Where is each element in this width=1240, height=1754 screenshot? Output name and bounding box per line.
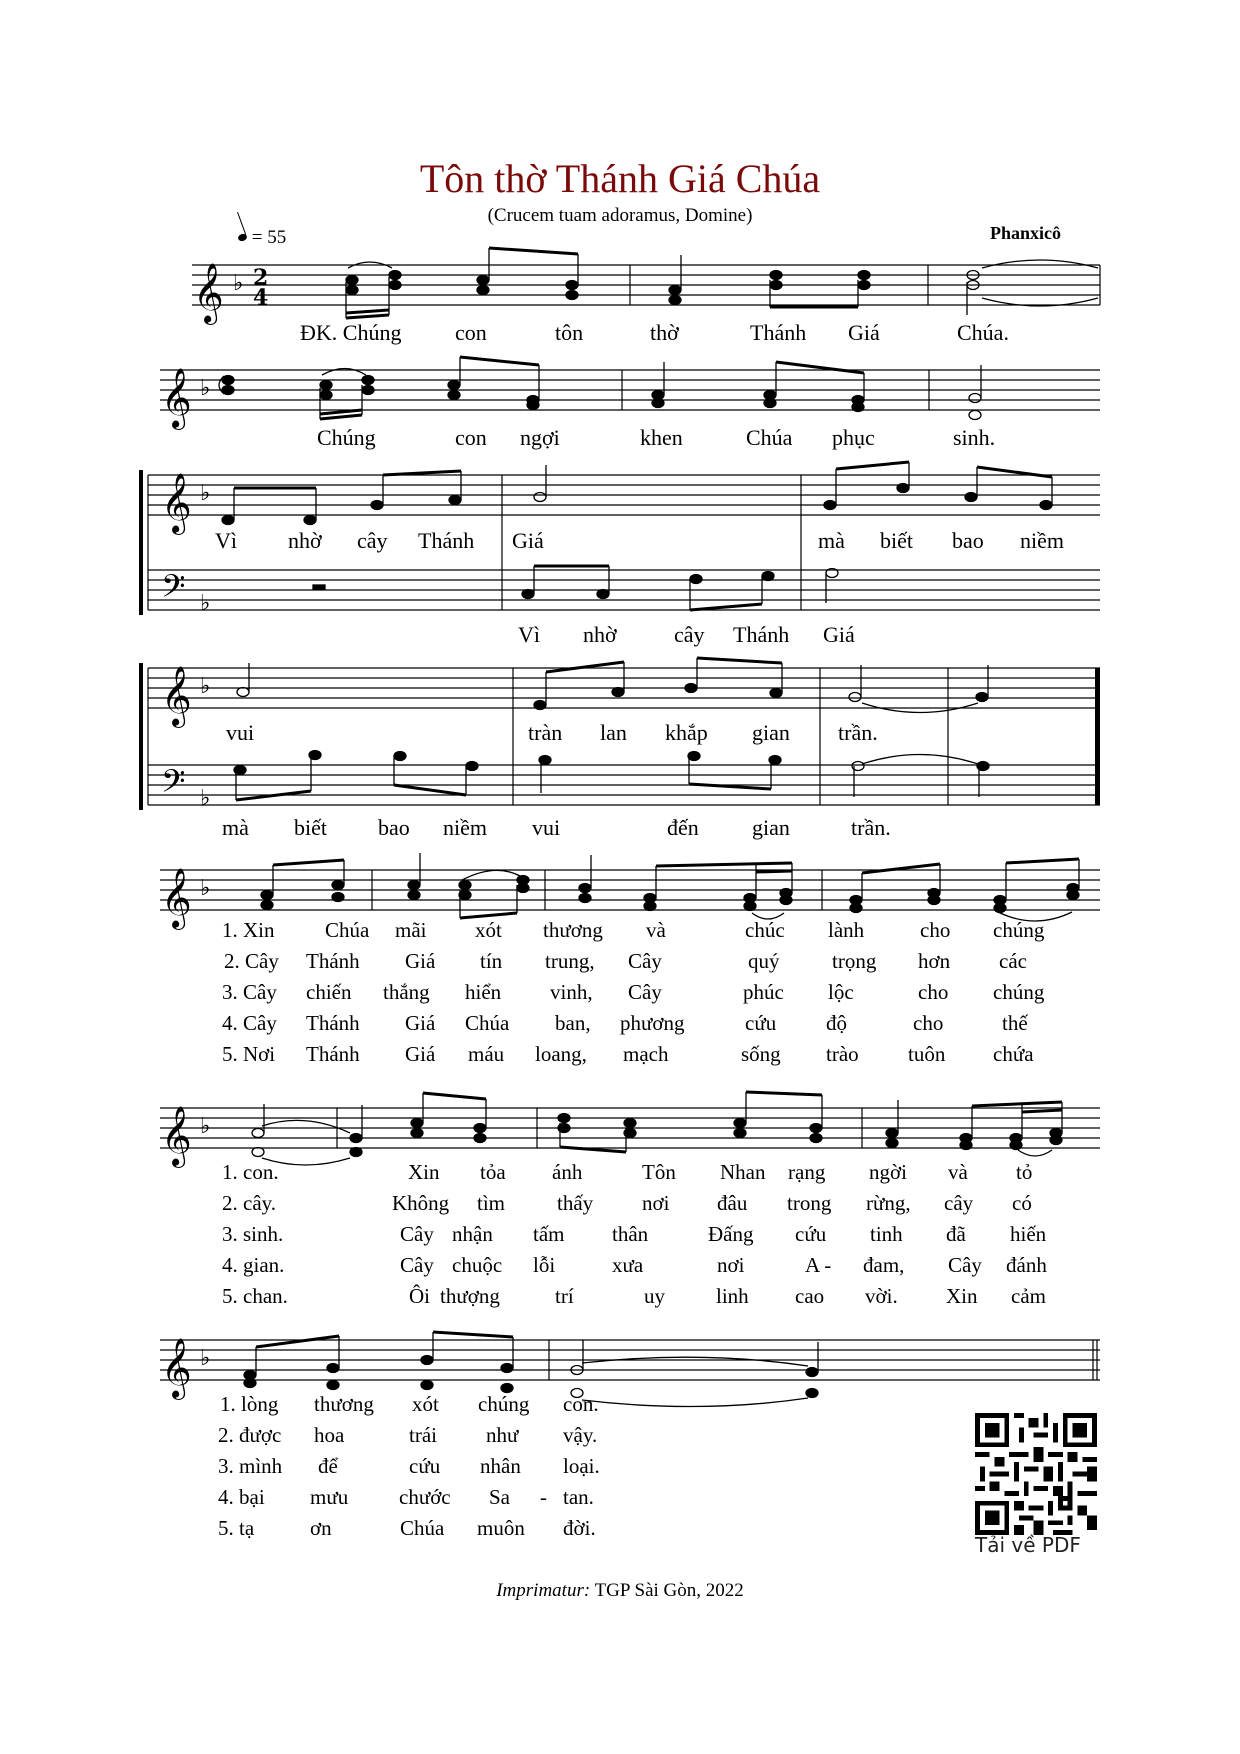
lyric: thấy [557, 1191, 594, 1215]
lyric: tín [480, 949, 503, 973]
lyric: Giá [848, 320, 880, 345]
staff-1 [192, 265, 1100, 305]
lyric: lỗi [533, 1253, 556, 1277]
lyric: 3. sinh. [222, 1222, 284, 1246]
lyric: Chúa [746, 425, 793, 450]
lyric: Xin [408, 1160, 440, 1184]
lyric: Thánh [306, 949, 360, 973]
lyric: niềm [443, 815, 487, 840]
svg-text:𝄞: 𝄞 [161, 368, 192, 428]
lyric: chiến [306, 980, 352, 1004]
verse-row-4 [0, 1253, 1240, 1279]
lyric: ngời [869, 1160, 907, 1184]
lyric: chúc [745, 918, 785, 942]
lyric: Cây [948, 1253, 982, 1277]
lyric: phục [832, 425, 875, 450]
lyric: đánh [1006, 1253, 1047, 1277]
lyric: gian [752, 720, 790, 745]
lyric: Cây [400, 1253, 434, 1277]
lyric: Giá [405, 949, 436, 973]
lyric: cây [357, 528, 388, 553]
lyric: loang, [535, 1042, 587, 1066]
lyric: vinh, [550, 980, 593, 1004]
lyric: 3. Cây [222, 980, 277, 1004]
svg-text:4: 4 [253, 285, 269, 311]
lyric: rừng, [866, 1191, 911, 1215]
lyric: chứa [993, 1042, 1034, 1066]
lyric: xót [475, 918, 502, 942]
lyric: sống [741, 1042, 781, 1066]
lyric: trong [787, 1191, 832, 1215]
lyric: mạch [623, 1042, 669, 1066]
lyric: cảm [1011, 1284, 1046, 1308]
lyric: vui [532, 815, 561, 840]
svg-text:𝄞: 𝄞 [161, 868, 192, 928]
lyric: 5. Nơi [222, 1042, 276, 1066]
lyric: cao [795, 1284, 825, 1308]
lyric: 2. cây. [222, 1191, 277, 1215]
lyric: cứu [745, 1011, 777, 1035]
lyric: Giá [823, 622, 855, 647]
lyric: bao [378, 815, 410, 840]
lyric: ban, [555, 1011, 591, 1035]
lyric: 3. mình [218, 1454, 283, 1478]
lyric: đời. [563, 1516, 596, 1540]
lyric: cứu [409, 1454, 441, 1478]
lyric: ngợi [520, 425, 560, 450]
svg-text:𝄢: 𝄢 [161, 568, 186, 612]
lyric: Tôn [642, 1160, 676, 1184]
svg-text:𝄞: 𝄞 [161, 473, 192, 533]
lyric: khen [640, 425, 683, 450]
lyric: tràn [528, 720, 563, 745]
page-title: Tôn thờ Thánh Giá Chúa [419, 156, 821, 201]
verse-row-3 [0, 1222, 1240, 1248]
lyric: Ôi [409, 1284, 430, 1308]
imprimatur-label: Imprimatur: [496, 1580, 591, 1601]
lyric: lộc [828, 980, 854, 1004]
lyric: nhận [452, 1222, 493, 1246]
lyric: nhờ [583, 622, 617, 647]
lyric: gian [752, 815, 790, 840]
lyric: tỏ [1016, 1160, 1033, 1184]
lyric: có [1012, 1191, 1032, 1215]
lyric: Giá [512, 528, 544, 553]
lyric: Giá [405, 1042, 436, 1066]
lyric: Chúa. [957, 320, 1009, 345]
lyric: 1. Xin [222, 918, 275, 942]
lyric: cho [913, 1011, 944, 1035]
lyric: Thánh [306, 1011, 360, 1035]
lyric: đâu [717, 1191, 748, 1215]
lyric: Nhan [720, 1160, 766, 1184]
svg-text:𝄞: 𝄞 [161, 1338, 192, 1398]
lyric: bao [952, 528, 984, 553]
lyric: 5. chan. [222, 1284, 288, 1308]
lyric: 4. bại [218, 1485, 265, 1509]
imprimatur-text: TGP Sài Gòn, 2022 [590, 1580, 744, 1601]
lyric: con. [563, 1392, 599, 1416]
lyric: A - [805, 1253, 832, 1277]
lyric: thượng [440, 1284, 500, 1308]
lyric: Chúa [465, 1011, 510, 1035]
lyric: tìm [477, 1191, 506, 1215]
lyric: chúng [478, 1392, 530, 1416]
lyric: trào [826, 1042, 859, 1066]
imprimatur-footer [0, 1580, 1240, 1602]
lyric: hoa [314, 1423, 345, 1447]
lyric: xót [412, 1392, 439, 1416]
lyric: - [540, 1485, 547, 1509]
lyric: như [486, 1423, 519, 1447]
verse-row-1 [0, 918, 1240, 944]
svg-text:♭: ♭ [200, 376, 211, 401]
svg-text:𝄞: 𝄞 [161, 1106, 192, 1166]
svg-text:𝄞: 𝄞 [161, 666, 192, 726]
lyric: Đấng [708, 1222, 754, 1246]
lyric: chúng [993, 980, 1045, 1004]
qr-code[interactable] [975, 1413, 1097, 1535]
lyric: thương [314, 1392, 374, 1416]
lyric: hiến [1010, 1222, 1047, 1246]
lyric: và [948, 1160, 968, 1184]
lyric: cứu [795, 1222, 827, 1246]
lyric: khắp [665, 720, 708, 745]
lyric: 5. tạ [218, 1516, 255, 1540]
lyric: Xin [946, 1284, 978, 1308]
lyric: và [646, 918, 666, 942]
verse-row-3 [0, 980, 1240, 1006]
lyric: hiển [465, 980, 502, 1004]
lyric: trung, [545, 949, 595, 973]
lyric: mưu [310, 1485, 349, 1509]
lyric: nhờ [288, 528, 322, 553]
lyric: Thánh [306, 1042, 360, 1066]
svg-text:♭: ♭ [200, 786, 211, 811]
svg-text:♭: ♭ [200, 1346, 211, 1371]
lyric: uy [644, 1284, 665, 1308]
lyric: Sa [489, 1485, 510, 1509]
lyric: con [455, 425, 487, 450]
lyric: Chúng [317, 425, 376, 450]
lyric: trần. [851, 815, 891, 840]
lyric: muôn [477, 1516, 525, 1540]
lyric: cây [944, 1191, 974, 1215]
lyric: tôn [555, 320, 584, 345]
verse-row-5 [0, 1042, 1240, 1068]
svg-text:♭: ♭ [200, 674, 211, 699]
lyric: để [318, 1454, 338, 1478]
lyric: ơn [310, 1516, 332, 1540]
lyric: 4. gian. [222, 1253, 285, 1277]
lyric: ánh [552, 1160, 583, 1184]
lyric: thắng [383, 980, 430, 1004]
verse-row-2 [0, 1191, 1240, 1217]
lyric: trọng [832, 949, 877, 973]
verse-row-4 [0, 1011, 1240, 1037]
lyric: ĐK. Chúng [300, 320, 402, 345]
lyric: hơn [918, 949, 951, 973]
lyric: lan [600, 720, 627, 745]
lyric: 4. Cây [222, 1011, 277, 1035]
lyric: 2. Cây [224, 949, 279, 973]
lyric: các [999, 949, 1027, 973]
lyric: Thánh [750, 320, 807, 345]
lyric: con [455, 320, 487, 345]
lyric: cây [674, 622, 705, 647]
svg-text:2: 2 [253, 265, 269, 291]
lyric: 2. được [218, 1423, 282, 1447]
svg-text:♭: ♭ [200, 1114, 211, 1139]
lyric: cho [918, 980, 949, 1004]
lyric: đến [667, 815, 699, 840]
svg-text:♭: ♭ [200, 481, 211, 506]
lyric: 1. con. [222, 1160, 279, 1184]
lyric: chuộc [452, 1253, 503, 1277]
lyric: Vì [215, 528, 237, 553]
svg-text:♭: ♭ [200, 876, 211, 901]
lyric: chước [399, 1485, 451, 1509]
lyric: cho [920, 918, 951, 942]
lyric: quý [748, 949, 780, 973]
lyric: Cây [400, 1222, 434, 1246]
lyric: vậy. [563, 1423, 598, 1447]
lyric: Vì [518, 622, 540, 647]
svg-text:♭: ♭ [233, 271, 244, 296]
lyric: sinh. [953, 425, 996, 450]
lyric: nơi [717, 1253, 745, 1277]
lyric: tuôn [908, 1042, 946, 1066]
lyric: trần. [838, 720, 878, 745]
lyric: mà [222, 815, 249, 840]
lyric: máu [468, 1042, 505, 1066]
lyric: nhân [480, 1454, 521, 1478]
lyric: tấm [533, 1222, 565, 1246]
svg-text:𝄢: 𝄢 [161, 763, 186, 807]
lyric: loại. [563, 1454, 600, 1478]
lyric: thờ [650, 320, 679, 345]
svg-text:𝄞: 𝄞 [193, 263, 224, 323]
lyric: mà [818, 528, 845, 553]
lyric: Cây [628, 949, 662, 973]
lyric: đam, [863, 1253, 905, 1277]
lyric: biết [294, 815, 327, 840]
lyric: thân [612, 1222, 649, 1246]
lyric: nơi [642, 1191, 670, 1215]
lyric: Không [392, 1191, 450, 1215]
lyric: phương [620, 1011, 685, 1035]
lyric: Thánh [733, 622, 790, 647]
lyric: linh [716, 1284, 749, 1308]
lyric: tỏa [480, 1160, 506, 1184]
lyric: biết [880, 528, 913, 553]
verse-row-5 [0, 1284, 1240, 1310]
svg-text:♭: ♭ [200, 591, 211, 616]
lyric: vui [226, 720, 255, 745]
latin-subtitle: (Crucem tuam adoramus, Domine) [487, 205, 753, 226]
lyric: Cây [628, 980, 662, 1004]
lyric: tinh [870, 1222, 903, 1246]
lyric: trí [555, 1284, 574, 1308]
verse-row-2 [0, 949, 1240, 975]
lyric: mãi [395, 918, 427, 942]
lyric: Chúa [325, 918, 370, 942]
lyric: Thánh [418, 528, 475, 553]
lyric: Giá [405, 1011, 436, 1035]
lyric: độ [826, 1011, 847, 1035]
lyric: lành [828, 918, 865, 942]
composer-name: Phanxicô [990, 223, 1062, 243]
lyric: 1. lòng [220, 1392, 279, 1416]
tempo-value: = 55 [251, 227, 287, 248]
lyric: Chúa [400, 1516, 445, 1540]
lyric: niềm [1020, 528, 1064, 553]
download-pdf-label[interactable]: Tải về PDF [975, 1533, 1081, 1557]
lyric: xưa [612, 1253, 644, 1277]
lyric: tan. [563, 1485, 594, 1509]
lyric: thương [543, 918, 603, 942]
lyric: đã [946, 1222, 966, 1246]
lyric: phúc [743, 980, 784, 1004]
verse-row-1 [0, 1160, 1240, 1186]
lyric: rạng [788, 1160, 826, 1184]
lyric: vời. [865, 1284, 898, 1308]
lyric: chúng [993, 918, 1045, 942]
lyric: thế [1002, 1011, 1028, 1035]
lyric: trái [409, 1423, 437, 1447]
